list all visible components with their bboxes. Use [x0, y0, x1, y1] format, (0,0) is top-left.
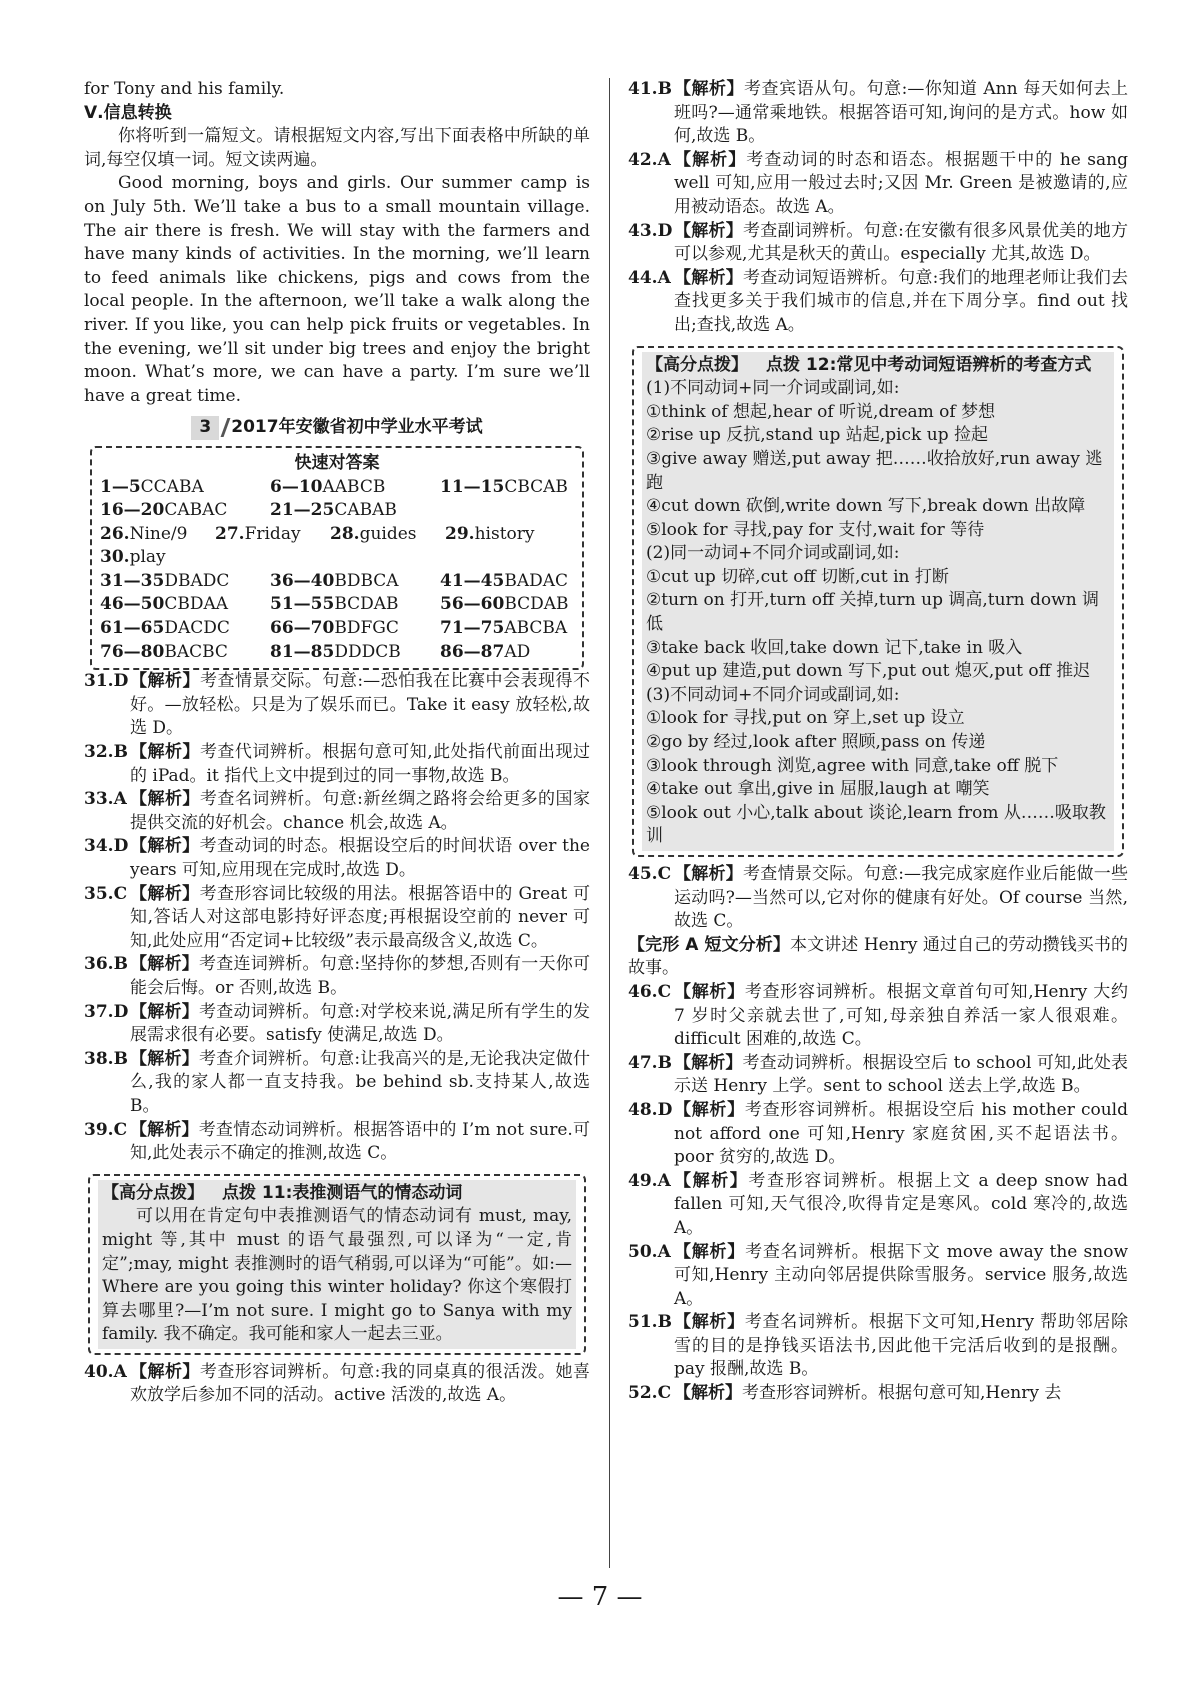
answer-range: 81—85 — [270, 641, 335, 662]
item-body: 考查宾语从句。句意:—你知道 Ann 每天如何去上班吗?—通常乘地铁。根据答语可知,询问的是方式。how 如何,故选 B。 — [674, 79, 1128, 147]
tip-12-line: ③look through 浏览,agree with 同意,take off 脱下 — [646, 755, 1059, 776]
answer-range: 86—87 — [440, 641, 505, 662]
answer-cell — [270, 641, 440, 665]
item-number: 43.D — [628, 220, 673, 241]
item-body: 考查名词辨析。句意:新丝绸之路将会给更多的国家提供交流的好机会。chance 机会,故选 A。 — [130, 789, 590, 833]
explanation-item — [628, 1170, 1128, 1241]
tip-12-line: ①cut up 切碎,cut off 切断,cut in 打断 — [646, 566, 949, 587]
answer-range: 11—15 — [440, 476, 505, 497]
tip-12-line: (3)不同动词+不同介词或副词,如: — [646, 684, 900, 705]
item-number: 40.A — [84, 1361, 127, 1382]
tip-11-head — [102, 1182, 572, 1206]
tip-11-label: 【高分点拨】 — [102, 1182, 204, 1203]
answer-cell — [440, 570, 590, 594]
answer-values: BDBCA — [334, 570, 399, 591]
explanation-item-40 — [84, 1361, 590, 1408]
item-number: 37.D — [84, 1001, 129, 1022]
page-number: — 7 — — [557, 1582, 643, 1612]
answer-range: 56—60 — [440, 594, 505, 615]
item-text — [674, 981, 1128, 1052]
item-body: 考查动词辨析。根据设空后 to school 可知,此处表示送 Henry 上学。sent to school 送去上学,故选 B。 — [674, 1052, 1128, 1097]
tip-12-line: ②rise up 反抗,stand up 站起,pick up 捡起 — [646, 425, 988, 446]
item-body: 考查形容词辨析。根据句意可知,Henry 去 — [742, 1383, 1062, 1404]
item-body: 考查动词的时态和语态。根据题干中的 he sang well 可知,应用一般过去时;又因 Mr. Green 是被邀请的,应用被动语态。故选 A。 — [674, 149, 1128, 217]
answer-values: CABAC — [164, 500, 228, 521]
analysis-label: 【完形 A 短文分析】 — [628, 934, 790, 955]
item-text — [130, 788, 590, 835]
parse-tag: 【解析】 — [674, 1170, 749, 1191]
answer-values: BCDAB — [504, 594, 569, 615]
item-text — [130, 670, 590, 741]
answer-cell — [215, 523, 330, 547]
answer-range: 71—75 — [440, 618, 505, 639]
tip-12-lines — [646, 377, 1110, 849]
intro-line: for Tony and his family. — [84, 79, 285, 99]
item-number: 35.C — [84, 883, 128, 904]
answer-range: 61—65 — [100, 618, 165, 639]
item-text — [130, 835, 590, 882]
item-body: 考查形容词比较级的用法。根据答语中的 Great 可知,答话人对这部电影持好评态度;再根据设空前的 never 可知,此处应用“否定词+比较级”表示最高级含义,故选 C。 — [130, 883, 590, 951]
parse-tag: 【解析】 — [674, 1383, 742, 1404]
explanation-item — [628, 220, 1128, 267]
item-text — [674, 1052, 1128, 1099]
parse-tag: 【解析】 — [130, 789, 200, 810]
answer-range: 51—55 — [270, 594, 335, 615]
answer-cell — [440, 476, 590, 500]
answer-cell — [440, 617, 590, 641]
instruction-text: 你将听到一篇短文。请根据短文内容,写出下面表格中所缺的单词,每空仅填一词。短文读两遍。 — [84, 126, 590, 170]
item-text — [130, 1048, 590, 1119]
parse-tag: 【解析】 — [674, 267, 743, 288]
item-number: 50.A — [628, 1241, 671, 1262]
tip-12-line: ⑤look for 寻找,pay for 支付,wait for 等待 — [646, 519, 985, 540]
answer-cell — [445, 523, 590, 547]
answer-range: 27. — [215, 523, 245, 544]
explanation-item — [628, 1052, 1128, 1099]
answer-range: 36—40 — [270, 570, 335, 591]
item-text — [674, 1170, 1128, 1241]
answer-values: DBADC — [164, 570, 230, 591]
item-number: 41.B — [628, 79, 672, 99]
tip-12-line: ④put up 建造,put down 写下,put out 熄灭,put off 推迟 — [646, 661, 1091, 682]
explanation-item — [84, 1048, 590, 1119]
tip-12-line: (2)同一动词+不同介词或副词,如: — [646, 543, 900, 564]
item-body: 考查动词辨析。句意:对学校来说,满足所有学生的发展需求很有必要。satisfy 使满足,故选 D。 — [130, 1001, 591, 1046]
item-number: 31.D — [84, 671, 129, 692]
item-number: 47.B — [628, 1052, 672, 1073]
item-body: 考查动词短语辨析。句意:我们的地理老师让我们去查找更多关于我们城市的信息,并在下周分享。find out 找出;查找,故选 A。 — [674, 267, 1128, 335]
item-number: 42.A — [628, 149, 671, 170]
parse-tag: 【解析】 — [674, 149, 747, 170]
item-number: 51.B — [628, 1312, 672, 1333]
answer-cell — [100, 523, 215, 547]
answer-range: 26. — [100, 523, 130, 544]
item-text — [674, 1382, 1128, 1406]
answer-values: BACBC — [164, 641, 228, 662]
answer-row-fill — [100, 523, 590, 547]
answer-range: 28. — [330, 523, 360, 544]
parse-tag: 【解析】 — [130, 671, 200, 692]
tip-12-line: ③give away 赠送,put away 把……收拾放好,run away 逃跑 — [646, 448, 1103, 493]
test-title-bar — [84, 416, 590, 440]
item-number: 39.C — [84, 1119, 128, 1140]
tip-12-line: ④take out 拿出,give in 屈服,laugh at 嘲笑 — [646, 779, 990, 800]
item-text — [674, 267, 1128, 338]
answer-cell — [100, 499, 270, 523]
item-text — [130, 1001, 590, 1048]
answer-values: CBDAA — [164, 594, 229, 615]
answer-values: CCABA — [140, 476, 204, 497]
answer-cell — [100, 641, 270, 665]
parse-tag: 【解析】 — [674, 1241, 746, 1262]
explanation-item — [628, 78, 1128, 149]
answer-values: ABCBA — [504, 618, 568, 639]
parse-tag: 【解析】 — [130, 1048, 200, 1069]
item-body: 考查情景交际。句意:—恐怕我在比赛中会表现得不好。—放轻松。只是为了娱乐而已。Take it easy 放轻松,故选 D。 — [130, 671, 590, 739]
explanation-item — [628, 1311, 1128, 1382]
item-text — [674, 1099, 1128, 1170]
item-number: 48.D — [628, 1099, 673, 1120]
explanation-item — [628, 1099, 1128, 1170]
answer-range: 21—25 — [270, 500, 335, 521]
answer-values: BCDAB — [334, 594, 399, 615]
answer-range: 16—20 — [100, 500, 165, 521]
tip-12-line: ④cut down 砍倒,write down 写下,break down 出故障 — [646, 496, 1086, 517]
answer-range: 30. — [100, 547, 130, 568]
answer-cell — [440, 641, 590, 665]
parse-tag: 【解析】 — [674, 220, 743, 241]
parse-tag: 【解析】 — [130, 883, 200, 904]
answer-range: 6—10 — [270, 476, 323, 497]
answer-range: 29. — [445, 523, 475, 544]
item-text — [130, 1119, 590, 1166]
explanation-item — [628, 981, 1128, 1052]
answer-cell — [100, 546, 590, 570]
item-text — [130, 883, 590, 954]
tip-11-title: 点拨 11:表推测语气的情态动词 — [222, 1182, 463, 1203]
explanation-item — [84, 835, 590, 882]
tip-12-line: ①look for 寻找,put on 穿上,set up 设立 — [646, 708, 965, 729]
answer-cell — [270, 499, 590, 523]
answer-values: DACDC — [164, 618, 230, 639]
item-body: 考查动词的时态。根据设空后的时间状语 over the years 可知,应用现在完成时,故选 D。 — [130, 836, 590, 880]
item-body: 考查代词辨析。根据句意可知,此处指代前面出现过的 iPad。it 指代上文中提到过的同一事物,故选 B。 — [130, 742, 590, 786]
parse-tag: 【解析】 — [674, 1052, 743, 1073]
explanation-item — [628, 149, 1128, 220]
answer-values: AD — [504, 641, 531, 662]
item-body: 考查名词辨析。根据下文 move away the snow 可知,Henry 主动向邻居提供除雪服务。service 服务,故选 A。 — [674, 1241, 1128, 1309]
item-number: 44.A — [628, 267, 671, 288]
item-body: 考查情景交际。句意:—我完成家庭作业后能做一些运动吗?—当然可以,它对你的健康有好处。Of course 当然,故选 C。 — [674, 864, 1129, 932]
answer-values: Friday — [244, 523, 301, 544]
answer-values: BADAC — [504, 570, 569, 591]
answer-cell — [100, 593, 270, 617]
explanation-item — [84, 741, 590, 788]
answer-values: play — [129, 547, 166, 568]
item-number: 34.D — [84, 836, 129, 857]
parse-tag: 【解析】 — [674, 1099, 745, 1120]
answer-values: guides — [359, 523, 417, 544]
parse-tag: 【解析】 — [130, 742, 200, 763]
parse-tag: 【解析】 — [674, 79, 745, 99]
answer-range: 41—45 — [440, 570, 505, 591]
tip-12-head — [646, 354, 1110, 378]
item-body: 考查形容词辨析。句意:我的同桌真的很活泼。她喜欢放学后参加不同的活动。active 活泼的,故选 A。 — [130, 1361, 590, 1406]
explanation-item — [84, 1001, 590, 1048]
test-number-badge: 3 — [191, 416, 219, 440]
item-body: 考查副词辨析。句意:在安徽有很多风景优美的地方可以参观,尤其是秋天的黄山。especially 尤其,故选 D。 — [674, 220, 1128, 265]
tip-12-title: 点拨 12:常见中考动词短语辨析的考查方式 — [766, 354, 1092, 375]
tip-box-11 — [88, 1174, 586, 1355]
tip-12-line: ①think of 想起,hear of 听说,dream of 梦想 — [646, 401, 996, 422]
answer-range: 76—80 — [100, 641, 165, 662]
section-v-title: Ⅴ.信息转换 — [84, 102, 172, 123]
item-text — [130, 953, 590, 1000]
item-body: 考查形容词辨析。根据上文 a deep snow had fallen 可知,天气很冷,吹得肯定是寒风。cold 寒冷的,故选 A。 — [674, 1170, 1129, 1238]
tip-12-line: ②turn on 打开,turn off 关掉,turn up 调高,turn down 调低 — [646, 590, 1100, 635]
explanation-item — [84, 1119, 590, 1166]
answer-range: 46—50 — [100, 594, 165, 615]
right-column — [628, 78, 1128, 1406]
answer-values: AABCB — [322, 476, 386, 497]
explanation-item — [628, 1241, 1128, 1312]
item-text — [674, 863, 1128, 934]
right-explanations-a — [628, 78, 1128, 338]
listening-passage: Good morning, boys and girls. Our summer camp is on July 5th. We’ll take a bus to a small mountain village. The air there is fresh. We will stay with the farmers and have many kinds of activities. In the morning, we’ll learn to feed animals like chickens, pigs and cows from the local people. In the afternoon, we’ll take a walk along the river. If you like, you can help pick fruits or vegetables. In the evening, we’ll sit under big trees and enjoy the bright moon. What’s more, we can have a party. I’m sure we’ll have a great time. — [84, 173, 590, 406]
answer-cell — [270, 593, 440, 617]
item-body: 考查形容词辨析。根据文章首句可知,Henry 大约 7 岁时父亲就去世了,可知,母亲独自养活一家人很艰难。difficult 困难的,故选 C。 — [674, 981, 1128, 1050]
explanation-item — [628, 267, 1128, 338]
answer-range: 66—70 — [270, 618, 335, 639]
answer-values: DDDCB — [334, 641, 401, 662]
item-body: 考查情态动词辨析。根据答语中的 I’m not sure.可知,此处表示不确定的推测,故选 C。 — [130, 1119, 591, 1164]
item-text — [674, 149, 1128, 220]
item-text — [674, 1311, 1128, 1382]
item-number: 52.C — [628, 1383, 672, 1404]
parse-tag: 【解析】 — [130, 1361, 200, 1382]
answer-cell — [270, 476, 440, 500]
parse-tag: 【解析】 — [130, 954, 200, 975]
parse-tag: 【解析】 — [130, 836, 200, 857]
tip-12-line: (1)不同动词+同一介词或副词,如: — [646, 378, 900, 399]
explanation-item — [84, 953, 590, 1000]
answers-title: 快速对答案 — [294, 452, 380, 473]
explanation-item — [84, 883, 590, 954]
tip-11-body: 可以用在肯定句中表推测语气的情态动词有 must, may, might 等,其中 must 的语气最强烈,可以译为“一定,肯定”;may, might 表推测时的语气稍弱,可以译为“可能”。如:—Where are you going this winter holiday? 你这个寒假打算去哪里?—I’m not sure. I might go to Sanya with my family. 我不确定。我可能和家人一起去三亚。 — [102, 1206, 572, 1345]
answer-values: Nine/9 — [129, 523, 188, 544]
answers-grid — [100, 476, 574, 665]
item-text — [130, 1361, 590, 1408]
parse-tag: 【解析】 — [674, 1312, 745, 1333]
parse-tag: 【解析】 — [130, 1119, 199, 1140]
column-divider — [609, 78, 610, 1568]
answer-cell — [100, 476, 270, 500]
answer-values: history — [474, 523, 535, 544]
explanation-item-45 — [628, 863, 1128, 934]
parse-tag: 【解析】 — [674, 981, 745, 1002]
analysis-text: 本文讲述 Henry 通过自己的劳动攒钱买书的故事。 — [628, 934, 1128, 979]
quick-answers-box — [90, 446, 584, 670]
item-number: 38.B — [84, 1048, 128, 1069]
answer-cell — [330, 523, 445, 547]
answer-values: CBCAB — [504, 476, 568, 497]
passage-analysis — [628, 934, 1128, 981]
item-number: 36.B — [84, 954, 128, 975]
item-body: 考查介词辨析。句意:让我高兴的是,无论我决定做什么,我的家人都一直支持我。be behind sb.支持某人,故选 B。 — [130, 1048, 591, 1116]
answer-cell — [270, 570, 440, 594]
answer-range: 1—5 — [100, 476, 141, 497]
item-body: 考查名词辨析。根据下文可知,Henry 帮助邻居除雪的目的是挣钱买语法书,因此他干完活后收到的是报酬。pay 报酬,故选 B。 — [674, 1312, 1128, 1380]
tip-12-label: 【高分点拨】 — [646, 354, 748, 375]
item-body: 考查连词辨析。句意:坚持你的梦想,否则有一天你可能会后悔。or 否则,故选 B。 — [130, 954, 591, 998]
item-number: 32.B — [84, 742, 128, 763]
item-number: 33.A — [84, 789, 127, 810]
tip-12-line: ③take back 收回,take down 记下,take in 吸入 — [646, 637, 1023, 658]
answer-values: BDFGC — [334, 618, 399, 639]
parse-tag: 【解析】 — [674, 864, 744, 884]
item-text — [674, 1241, 1128, 1312]
parse-tag: 【解析】 — [130, 1001, 200, 1022]
answer-cell — [100, 617, 270, 641]
item-number: 49.A — [628, 1170, 671, 1191]
explanation-item — [84, 788, 590, 835]
item-text — [674, 220, 1128, 267]
item-text — [130, 741, 590, 788]
right-explanations-b — [628, 981, 1128, 1406]
item-text — [674, 78, 1128, 149]
item-number: 46.C — [628, 981, 672, 1002]
item-number: 45.C — [628, 864, 672, 884]
explanation-item — [84, 670, 590, 741]
answer-cell — [100, 570, 270, 594]
tip-12-line: ②go by 经过,look after 照顾,pass on 传递 — [646, 732, 986, 753]
left-column — [84, 78, 590, 1408]
answer-values: CABAB — [334, 500, 397, 521]
item-body: 考查形容词辨析。根据设空后 his mother could not afford one 可知,Henry 家庭贫困,买不起语法书。poor 贫穷的,故选 D。 — [674, 1099, 1129, 1168]
tip-box-12 — [632, 346, 1124, 857]
tip-12-line: ⑤look out 小心,talk about 谈论,learn from 从……吸取教训 — [646, 802, 1106, 847]
left-explanations — [84, 670, 590, 1165]
answer-cell — [270, 617, 440, 641]
answer-range: 31—35 — [100, 570, 165, 591]
answer-cell — [440, 593, 590, 617]
explanation-item — [628, 1382, 1128, 1406]
test-title: 2017年安徽省初中学业水平考试 — [231, 417, 483, 438]
